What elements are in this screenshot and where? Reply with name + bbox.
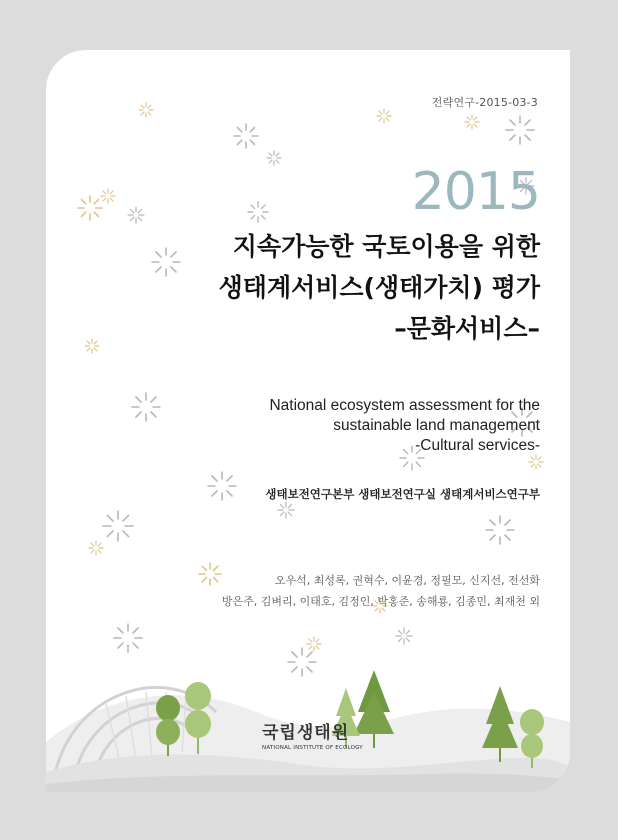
- sparkle-icon: [234, 124, 258, 148]
- sparkle-icon: [307, 637, 321, 651]
- sparkle-icon: [529, 455, 543, 469]
- publisher-logo: [262, 718, 363, 751]
- sparkle-icon: [267, 151, 281, 165]
- authors-line-1: 오우석, 최성록, 권혁수, 이윤경, 정필모, 신지선, 전선화: [274, 574, 540, 587]
- sparkle-icon: [78, 196, 102, 220]
- sparkle-icon: [103, 511, 133, 541]
- sparkle-icon: [248, 202, 268, 222]
- report-code: 전략연구-2015-03-3: [431, 96, 538, 109]
- sparkle-icon: [465, 115, 479, 129]
- sparkle-icon: [396, 628, 412, 644]
- sparkle-icon: [377, 109, 391, 123]
- sparkle-icon: [114, 624, 142, 652]
- sparkle-icon: [128, 207, 144, 223]
- korean-title: [70, 226, 540, 349]
- sparkle-icon: [101, 189, 115, 203]
- authors-line-2: 방은주, 김벼리, 이태호, 김정인, 박홍준, 송해룡, 김종민, 최재천 외: [221, 595, 540, 608]
- publisher-name-en: NATIONAL INSTITUTE OF ECOLOGY: [262, 745, 363, 751]
- author-list: [100, 570, 540, 612]
- english-title-line-3: -Cultural services-: [415, 437, 540, 454]
- sparkle-icon: [89, 541, 103, 555]
- english-title-line-1: National ecosystem assessment for the: [269, 397, 540, 414]
- title-line-3: –문화서비스–: [394, 314, 540, 343]
- sparkle-icon: [506, 116, 534, 144]
- report-cover: [46, 50, 570, 792]
- title-line-1: 지속가능한 국토이용을 위한: [232, 232, 540, 261]
- sparkle-icon: [278, 502, 294, 518]
- title-line-2: 생태계서비스(생태가치) 평가: [218, 273, 540, 302]
- sparkle-icon: [139, 103, 153, 117]
- sparkle-icon: [486, 516, 514, 544]
- english-title: [140, 396, 540, 456]
- english-title-line-2: sustainable land management: [333, 417, 540, 434]
- publisher-name-ko: 국립생태원: [262, 723, 350, 743]
- publication-year: 2015: [411, 162, 540, 222]
- department: 생태보전연구본부 생태보전연구실 생태계서비스연구부: [265, 487, 540, 501]
